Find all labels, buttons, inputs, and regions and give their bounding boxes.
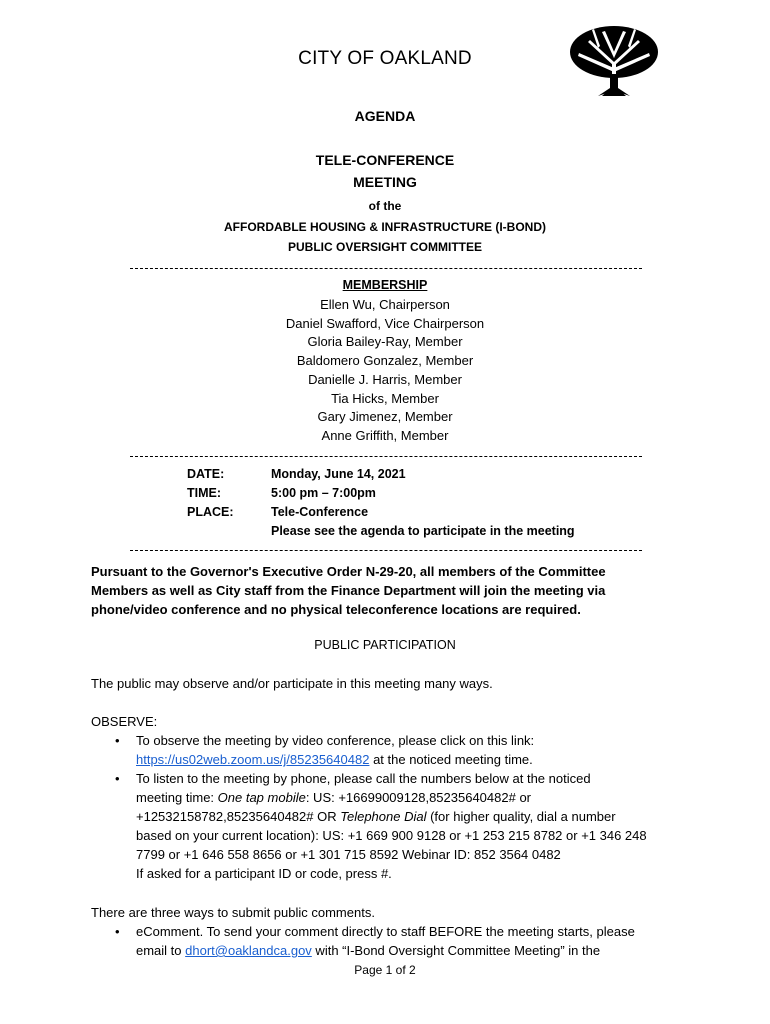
place-note: Please see the agenda to participate in the meeting — [271, 524, 575, 538]
agenda-label: AGENDA — [354, 108, 416, 124]
executive-order-line: Pursuant to the Governor's Executive Order N-29-20, all members of the Committee — [91, 564, 606, 579]
ecomment-text: email to — [136, 943, 186, 958]
comments-list — [91, 922, 691, 960]
zoom-link[interactable]: https://us02web.zoom.us/j/85235640482 — [136, 752, 370, 767]
committee-name-line2: PUBLIC OVERSIGHT COMMITTEE — [287, 240, 482, 254]
phone-text: meeting time: — [136, 790, 218, 805]
ecomment-line — [136, 941, 691, 960]
meeting-info-block — [187, 465, 637, 545]
public-participation-heading: PUBLIC PARTICIPATION — [314, 638, 456, 652]
member-item: Danielle J. Harris, Member — [308, 371, 462, 387]
phone-line — [136, 788, 691, 807]
comments-intro: There are three ways to submit public comments. — [91, 905, 375, 920]
dashed-divider — [130, 268, 642, 269]
time-value: 5:00 pm – 7:00pm — [271, 486, 376, 500]
dashed-divider — [130, 550, 642, 551]
dashed-divider — [130, 456, 642, 457]
ecomment-text: with “I-Bond Oversight Committee Meeting” in the — [311, 943, 601, 958]
place-label: PLACE: — [187, 505, 234, 519]
committee-name-line1: AFFORDABLE HOUSING & INFRASTRUCTURE (I-BOND) — [224, 220, 546, 234]
phone-line: If asked for a participant ID or code, press #. — [136, 866, 392, 881]
observe-list — [91, 731, 691, 883]
bullet-icon: • — [115, 733, 120, 748]
phone-italic: Telephone Dial — [340, 809, 427, 824]
date-label: DATE: — [187, 467, 225, 481]
member-item: Anne Griffith, Member — [321, 427, 449, 443]
phone-line — [136, 807, 691, 826]
executive-order-line: Members as well as City staff from the Finance Department will join the meeting via — [91, 583, 606, 598]
bullet-icon: • — [115, 924, 120, 939]
city-title: CITY OF OAKLAND — [298, 48, 472, 69]
oak-tree-icon — [568, 22, 660, 98]
ecomment-bullet — [91, 922, 691, 960]
video-line-suffix: at the noticed meeting time. — [369, 752, 533, 767]
phone-text: +12532158782,85235640482# OR — [136, 809, 341, 824]
observe-label: OBSERVE: — [91, 714, 158, 729]
phone-bullet — [91, 769, 691, 883]
member-item: Ellen Wu, Chairperson — [320, 297, 450, 312]
membership-heading: MEMBERSHIP — [342, 278, 428, 292]
video-line — [136, 750, 691, 769]
phone-line: To listen to the meeting by phone, please call the numbers below at the noticed — [136, 771, 591, 786]
executive-order-paragraph — [91, 562, 691, 619]
member-item: Baldomero Gonzalez, Member — [296, 353, 474, 369]
video-line: To observe the meeting by video conference, please click on this link: — [136, 733, 535, 748]
of-the-label: of the — [368, 199, 402, 213]
member-item: Gary Jimenez, Member — [317, 409, 453, 425]
email-link[interactable]: dhort@oaklandca.gov — [185, 943, 312, 958]
ecomment-line: eComment. To send your comment directly to staff BEFORE the meeting starts, please — [136, 924, 635, 939]
executive-order-line: phone/video conference and no physical teleconference locations are required. — [91, 602, 581, 617]
member-item: Daniel Swafford, Vice Chairperson — [285, 315, 485, 331]
phone-line: based on your current location): US: +1 669 900 9128 or +1 253 215 8782 or +1 346 248 — [136, 828, 647, 843]
meeting-type-line1: TELE-CONFERENCE — [315, 152, 455, 168]
meeting-type-line2: MEETING — [353, 174, 417, 190]
page-number: Page 1 of 2 — [354, 963, 416, 977]
phone-text: (for higher quality, dial a number — [426, 809, 616, 824]
place-value: Tele-Conference — [271, 505, 369, 519]
member-item: Gloria Bailey-Ray, Member — [307, 334, 463, 350]
time-label: TIME: — [187, 486, 222, 500]
phone-italic: One tap mobile — [217, 790, 306, 805]
member-item: Tia Hicks, Member — [331, 390, 439, 406]
participation-intro: The public may observe and/or participate in this meeting many ways. — [91, 676, 493, 691]
phone-text: : US: +16699009128,85235640482# or — [305, 790, 531, 805]
membership-list — [0, 296, 770, 446]
video-bullet — [91, 731, 691, 769]
phone-line: 7799 or +1 646 558 8656 or +1 301 715 8592 Webinar ID: 852 3564 0482 — [136, 847, 561, 862]
bullet-icon: • — [115, 771, 120, 786]
date-value: Monday, June 14, 2021 — [271, 467, 406, 481]
